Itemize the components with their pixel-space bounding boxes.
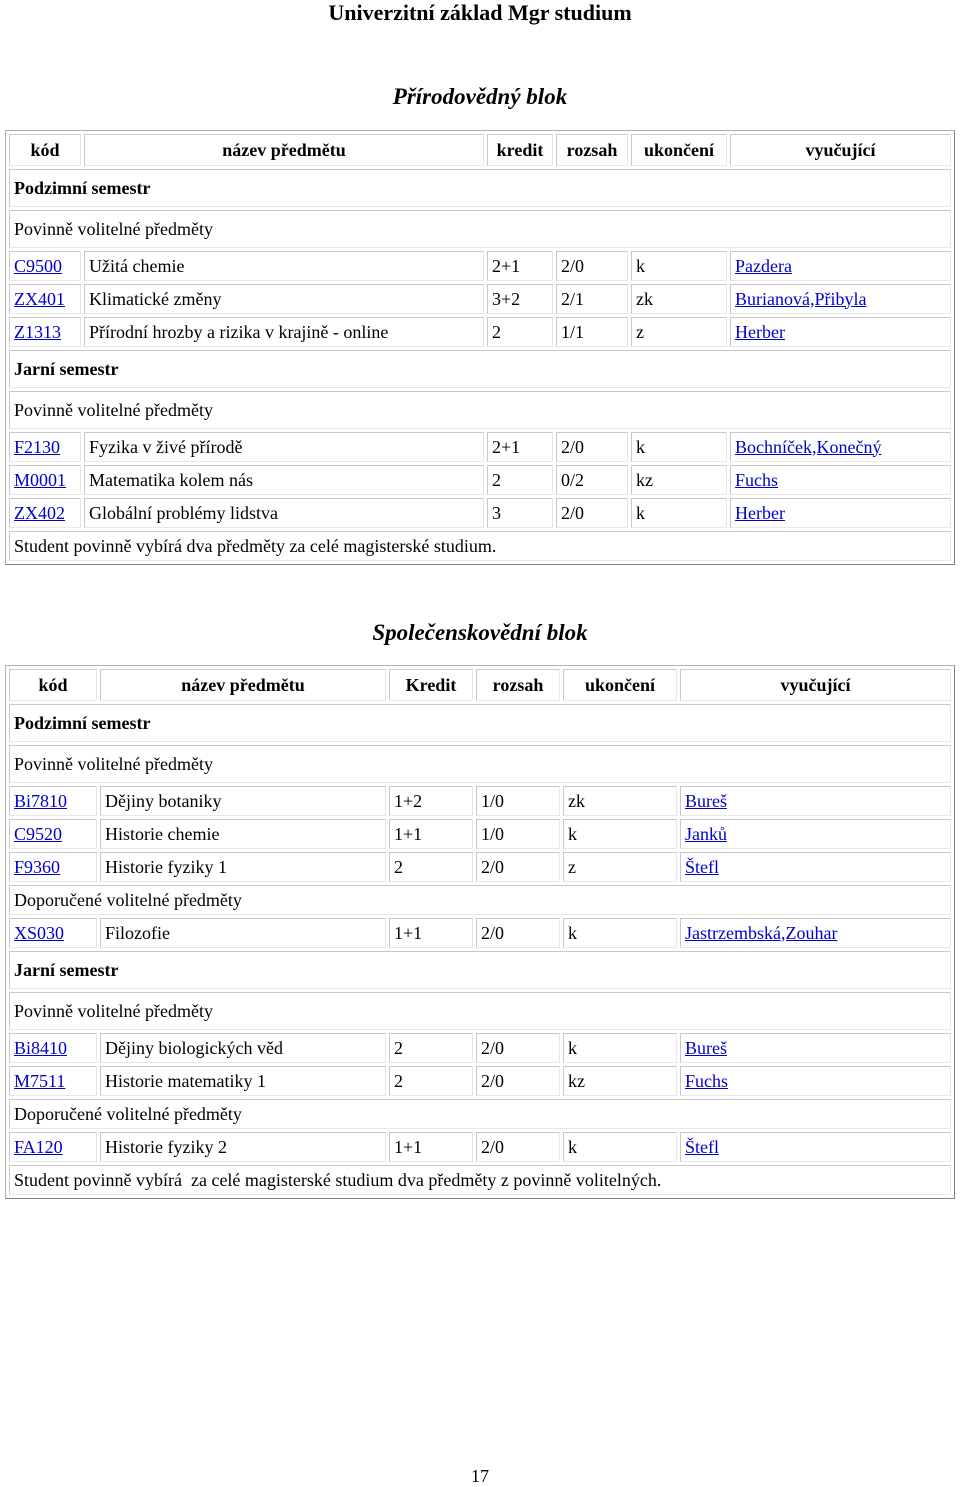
teacher-link[interactable]: Bureš (685, 1037, 727, 1058)
table-row (9, 918, 951, 948)
table-row (9, 1132, 951, 1162)
course-name: Matematika kolem nás (84, 465, 484, 495)
table-row (9, 819, 951, 849)
course-credit: 2 (389, 852, 473, 882)
course-code-link[interactable]: ZX402 (14, 502, 65, 523)
course-code-link[interactable]: C9500 (14, 255, 63, 276)
course-completion: zk (563, 786, 677, 816)
course-completion: k (631, 498, 727, 528)
selection-note: Student povinně vybírá dva předměty za celé magisterské studium. (9, 531, 951, 561)
teacher-link[interactable]: Štefl (685, 856, 719, 877)
natural-block-title: Přírodovědný blok (392, 84, 568, 109)
course-code-link[interactable]: C9520 (14, 823, 63, 844)
header-code: kód (9, 134, 81, 166)
course-name: Klimatické změny (84, 284, 484, 314)
category-label: Povinně volitelné předměty (9, 992, 951, 1030)
teacher-link[interactable]: Pazdera (735, 255, 792, 276)
header-name: název předmětu (84, 134, 484, 166)
course-credit: 2+1 (487, 251, 553, 281)
course-credit: 1+2 (389, 786, 473, 816)
course-completion: z (563, 852, 677, 882)
table-row (9, 251, 951, 281)
course-completion: k (563, 1033, 677, 1063)
teacher-link[interactable]: Burianová,Přibyla (735, 288, 867, 309)
course-credit: 2+1 (487, 432, 553, 462)
table-row (9, 1033, 951, 1063)
teacher-link[interactable]: Bochníček,Konečný (735, 436, 882, 457)
table-row (9, 786, 951, 816)
course-completion: z (631, 317, 727, 347)
header-completion: ukončení (563, 669, 677, 701)
course-credit: 1+1 (389, 1132, 473, 1162)
course-completion: k (563, 918, 677, 948)
course-scope: 2/0 (556, 432, 628, 462)
course-credit: 1+1 (389, 918, 473, 948)
course-scope: 2/1 (556, 284, 628, 314)
course-credit: 1+1 (389, 819, 473, 849)
course-name: Fyzika v živé přírodě (84, 432, 484, 462)
course-credit: 2 (487, 465, 553, 495)
course-credit: 3+2 (487, 284, 553, 314)
header-teacher: vyučující (680, 669, 951, 701)
course-scope: 0/2 (556, 465, 628, 495)
teacher-link[interactable]: Herber (735, 502, 785, 523)
social-block-title: Společenskovědní blok (372, 620, 588, 645)
category-label: Povinně volitelné předměty (9, 745, 951, 783)
course-completion: k (563, 1132, 677, 1162)
table-header-row (9, 134, 951, 166)
table-row (9, 432, 951, 462)
course-code-link[interactable]: M7511 (14, 1070, 66, 1091)
course-scope: 1/1 (556, 317, 628, 347)
course-name: Užitá chemie (84, 251, 484, 281)
course-scope: 2/0 (556, 251, 628, 281)
header-scope: rozsah (556, 134, 628, 166)
course-scope: 1/0 (476, 786, 560, 816)
selection-note: Student povinně vybírá za celé magisterské studium dva předměty z povinně volitelných. (9, 1165, 951, 1195)
course-credit: 2 (487, 317, 553, 347)
table-row (9, 284, 951, 314)
course-name: Filozofie (100, 918, 386, 948)
course-completion: k (563, 819, 677, 849)
course-code-link[interactable]: ZX401 (14, 288, 65, 309)
recommended-category-label: Doporučené volitelné předměty (9, 885, 951, 915)
teacher-link[interactable]: Bureš (685, 790, 727, 811)
header-credit: Kredit (389, 669, 473, 701)
course-name: Historie fyziky 2 (100, 1132, 386, 1162)
course-code-link[interactable]: M0001 (14, 469, 67, 490)
course-credit: 2 (389, 1033, 473, 1063)
course-name: Přírodní hrozby a rizika v krajině - online (84, 317, 484, 347)
teacher-link[interactable]: Fuchs (735, 469, 779, 490)
table-row (9, 852, 951, 882)
header-name: název předmětu (100, 669, 386, 701)
course-scope: 2/0 (476, 1033, 560, 1063)
header-teacher: vyučující (730, 134, 951, 166)
course-credit: 3 (487, 498, 553, 528)
course-completion: k (631, 251, 727, 281)
teacher-link[interactable]: Štefl (685, 1136, 719, 1157)
course-completion: kz (631, 465, 727, 495)
course-code-link[interactable]: Z1313 (14, 321, 61, 342)
semester-heading-spring: Jarní semestr (9, 951, 951, 989)
course-name: Historie chemie (100, 819, 386, 849)
table-row (9, 1066, 951, 1096)
category-label: Povinně volitelné předměty (9, 391, 951, 429)
course-name: Globální problémy lidstva (84, 498, 484, 528)
page-title: Univerzitní základ Mgr studium (328, 0, 632, 25)
teacher-link[interactable]: Janků (685, 823, 727, 844)
category-label: Povinně volitelné předměty (9, 210, 951, 248)
course-scope: 2/0 (556, 498, 628, 528)
recommended-category-label: Doporučené volitelné předměty (9, 1099, 951, 1129)
header-completion: ukončení (631, 134, 727, 166)
course-code-link[interactable]: Bi7810 (14, 790, 68, 811)
teacher-link[interactable]: Fuchs (685, 1070, 729, 1091)
course-completion: k (631, 432, 727, 462)
course-scope: 2/0 (476, 918, 560, 948)
course-code-link[interactable]: F9360 (14, 856, 61, 877)
course-scope: 1/0 (476, 819, 560, 849)
course-scope: 2/0 (476, 1132, 560, 1162)
course-name: Historie fyziky 1 (100, 852, 386, 882)
table-row (9, 498, 951, 528)
natural-courses-table (5, 130, 955, 565)
course-name: Dějiny biologických věd (100, 1033, 386, 1063)
header-credit: kredit (487, 134, 553, 166)
header-code: kód (9, 669, 97, 701)
teacher-link[interactable]: Jastrzembská,Zouhar (685, 922, 838, 943)
semester-heading-autumn: Podzimní semestr (9, 704, 951, 742)
page-number: 17 (471, 1466, 489, 1486)
course-completion: kz (563, 1066, 677, 1096)
course-code-link[interactable]: Bi8410 (14, 1037, 68, 1058)
course-code-link[interactable]: XS030 (14, 922, 65, 943)
course-scope: 2/0 (476, 1066, 560, 1096)
teacher-link[interactable]: Herber (735, 321, 785, 342)
course-credit: 2 (389, 1066, 473, 1096)
course-scope: 2/0 (476, 852, 560, 882)
course-name: Historie matematiky 1 (100, 1066, 386, 1096)
table-row (9, 317, 951, 347)
course-name: Dějiny botaniky (100, 786, 386, 816)
semester-heading-autumn: Podzimní semestr (9, 169, 951, 207)
semester-heading-spring: Jarní semestr (9, 350, 951, 388)
course-code-link[interactable]: F2130 (14, 436, 61, 457)
table-header-row (9, 669, 951, 701)
course-code-link[interactable]: FA120 (14, 1136, 63, 1157)
table-row (9, 465, 951, 495)
header-scope: rozsah (476, 669, 560, 701)
social-courses-table (5, 665, 955, 1199)
course-completion: zk (631, 284, 727, 314)
